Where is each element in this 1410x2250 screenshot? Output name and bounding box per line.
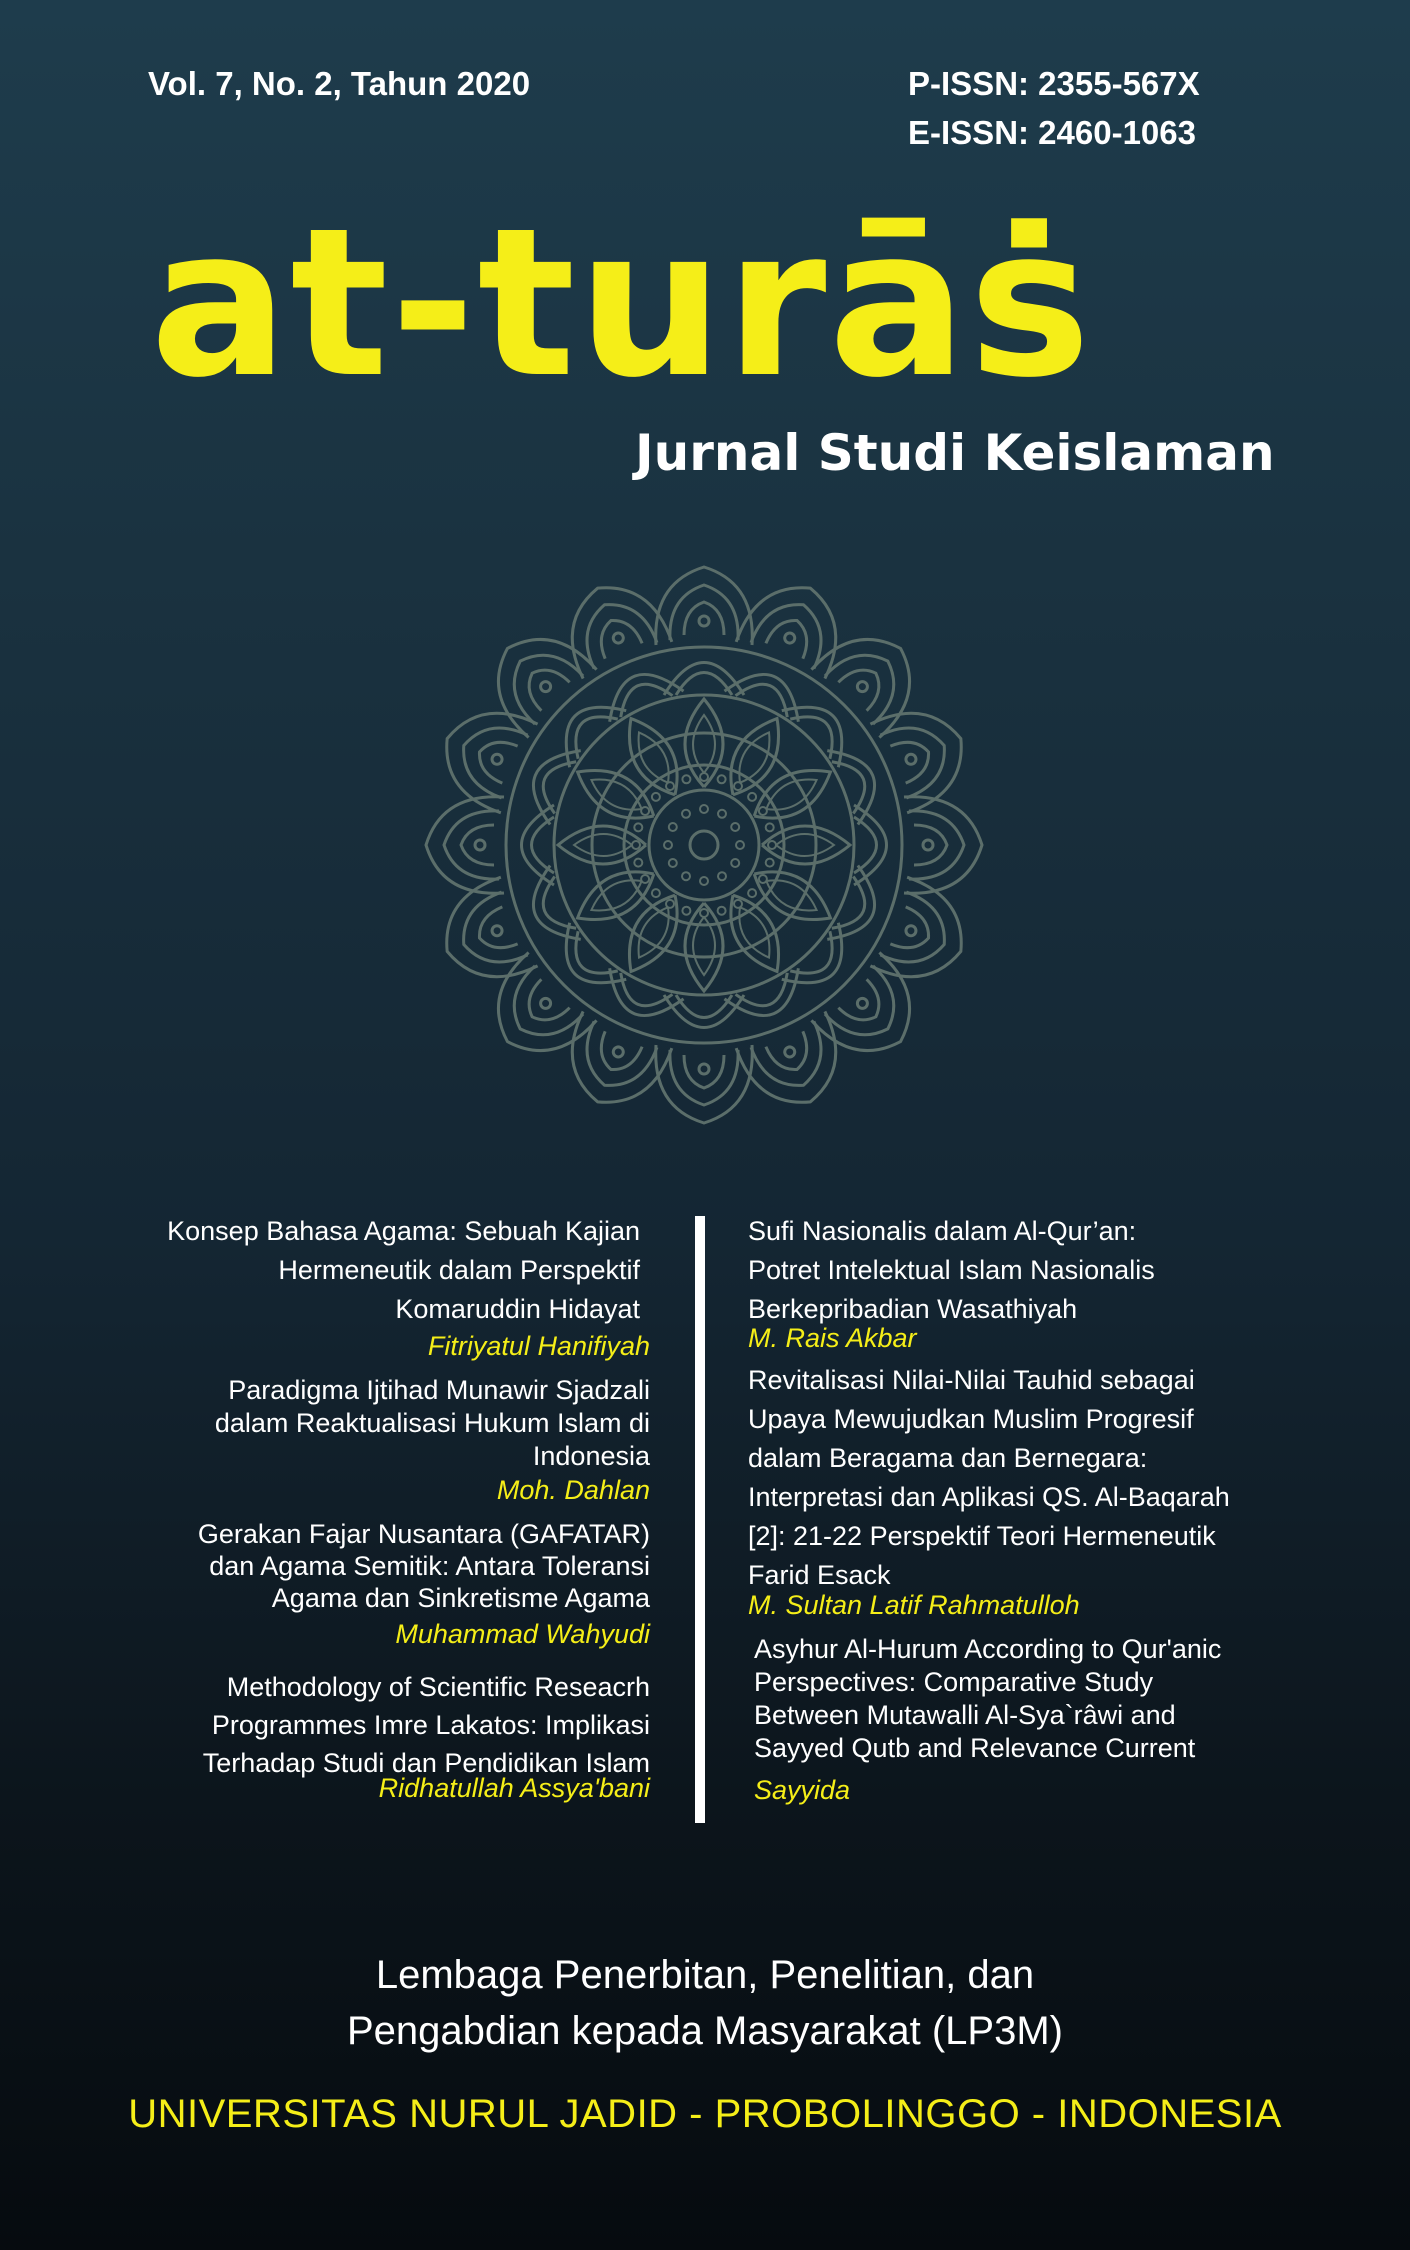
article-title: Komaruddin Hidayat xyxy=(395,1294,640,1324)
article-title: Potret Intelektual Islam Nasionalis xyxy=(748,1255,1155,1285)
article-title: Farid Esack xyxy=(748,1560,891,1590)
e-issn: E-ISSN: 2460-1063 xyxy=(908,114,1196,151)
article-left-3 xyxy=(90,1518,650,1654)
article-title: [2]: 21-22 Perspektif Teori Hermeneutik xyxy=(748,1521,1216,1551)
article-title: dan Agama Semitik: Antara Toleransi xyxy=(209,1551,650,1581)
article-left-4 xyxy=(90,1668,650,1803)
journal-subtitle: Jurnal Studi Keislaman xyxy=(635,424,1275,482)
article-title: Terhadap Studi dan Pendidikan Islam xyxy=(202,1748,650,1778)
article-title: Interpretasi dan Aplikasi QS. Al-Baqarah xyxy=(748,1482,1230,1512)
article-author: Moh. Dahlan xyxy=(496,1475,650,1505)
article-title: Indonesia xyxy=(532,1441,650,1471)
article-title: Sufi Nasionalis dalam Al-Qur’an: xyxy=(748,1216,1137,1246)
article-title: Gerakan Fajar Nusantara (GAFATAR) xyxy=(197,1519,650,1549)
article-title: Paradigma Ijtihad Munawir Sjadzali xyxy=(228,1375,650,1405)
volume-info: Vol. 7, No. 2, Tahun 2020 xyxy=(148,65,531,102)
article-right-3 xyxy=(748,1633,1368,1815)
article-title: Upaya Mewujudkan Muslim Progresif xyxy=(748,1404,1194,1434)
article-author: M. Rais Akbar xyxy=(748,1323,917,1353)
article-title: dalam Reaktualisasi Hukum Islam di xyxy=(214,1408,650,1438)
mandala-ornament-icon xyxy=(422,563,986,1127)
article-title: Revitalisasi Nilai-Nilai Tauhid sebagai xyxy=(748,1365,1195,1395)
publisher-name xyxy=(0,1947,1410,2059)
article-author: Ridhatullah Assya'bani xyxy=(378,1773,650,1803)
articles-left-column xyxy=(90,1212,650,1803)
article-title: Hermeneutik dalam Perspektif xyxy=(278,1255,640,1285)
publisher-line-2: Pengabdian kepada Masyarakat (LP3M) xyxy=(347,2009,1063,2053)
article-title: Asyhur Al-Hurum According to Qur'anic xyxy=(754,1634,1222,1664)
article-left-1 xyxy=(90,1212,650,1364)
p-issn: P-ISSN: 2355-567X xyxy=(908,65,1200,102)
article-title: Sayyed Qutb and Relevance Current xyxy=(754,1733,1196,1763)
article-right-1 xyxy=(748,1212,1368,1351)
article-title: Between Mutawalli Al-Sya`râwi and xyxy=(754,1700,1176,1730)
article-title: Agama dan Sinkretisme Agama xyxy=(271,1583,650,1613)
article-title: Perspectives: Comparative Study xyxy=(754,1667,1154,1697)
articles-right-column xyxy=(748,1212,1368,1815)
article-title: Programmes Imre Lakatos: Implikasi xyxy=(211,1710,650,1740)
publisher-line-1: Lembaga Penerbitan, Penelitian, dan xyxy=(375,1953,1035,1997)
article-right-2 xyxy=(748,1361,1368,1619)
article-title: Methodology of Scientific Reseacrh xyxy=(226,1672,650,1702)
university-name: UNIVERSITAS NURUL JADID - PROBOLINGGO - INDONESIA xyxy=(128,2092,1282,2136)
article-left-2 xyxy=(90,1374,650,1508)
article-title: Berkepribadian Wasathiyah xyxy=(748,1294,1078,1324)
article-title: dalam Beragama dan Bernegara: xyxy=(748,1443,1148,1473)
article-title: Konsep Bahasa Agama: Sebuah Kajian xyxy=(167,1216,640,1246)
article-author: Muhammad Wahyudi xyxy=(395,1619,650,1649)
column-divider xyxy=(695,1216,705,1823)
article-author: Sayyida xyxy=(754,1775,851,1805)
journal-logo-title: at-turāṡ xyxy=(150,185,1093,423)
article-author: Fitriyatul Hanifiyah xyxy=(427,1331,650,1361)
article-author: M. Sultan Latif Rahmatulloh xyxy=(748,1590,1080,1620)
